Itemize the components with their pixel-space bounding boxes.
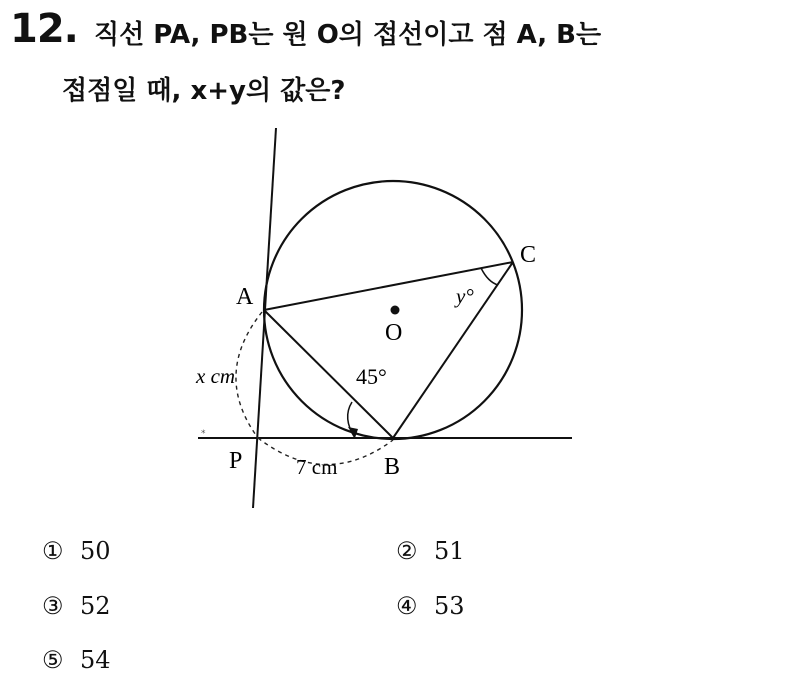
tiny-mark: * bbox=[201, 429, 206, 439]
choice-1-mark: ① bbox=[42, 537, 64, 565]
choice-5-mark: ⑤ bbox=[42, 646, 64, 674]
label-angle-y: y° bbox=[456, 284, 474, 308]
question-text-line1: 직선 PA, PB는 원 O의 접선이고 점 A, B는 bbox=[94, 20, 602, 50]
label-o: O bbox=[385, 320, 403, 346]
choice-4[interactable] bbox=[396, 592, 465, 620]
label-b: B bbox=[384, 454, 401, 480]
label-a: A bbox=[236, 284, 254, 310]
angle-arc-c bbox=[481, 268, 498, 285]
choice-4-value: 53 bbox=[434, 592, 465, 620]
label-angle-45: 45° bbox=[356, 364, 387, 389]
question-number: 12. bbox=[10, 6, 78, 52]
label-x-length: x cm bbox=[196, 364, 236, 388]
label-pb-length: 7 cm bbox=[296, 455, 338, 479]
choice-3[interactable] bbox=[42, 592, 111, 620]
choice-1-value: 50 bbox=[80, 537, 111, 565]
choice-3-mark: ③ bbox=[42, 592, 64, 620]
choice-5[interactable] bbox=[42, 646, 111, 674]
question-text-line2: 접점일 때, x+y의 값은? bbox=[62, 76, 346, 106]
chord-bc bbox=[393, 262, 513, 438]
chord-ac bbox=[264, 262, 513, 310]
choice-2-mark: ② bbox=[396, 537, 418, 565]
label-p: P bbox=[229, 448, 243, 474]
choice-5-value: 54 bbox=[80, 646, 111, 674]
choice-3-value: 52 bbox=[80, 592, 111, 620]
choice-4-mark: ④ bbox=[396, 592, 418, 620]
choice-2-value: 51 bbox=[434, 537, 465, 565]
center-dot bbox=[391, 306, 400, 315]
choice-2[interactable] bbox=[396, 537, 465, 565]
label-c: C bbox=[520, 242, 537, 268]
choice-1[interactable] bbox=[42, 537, 111, 565]
